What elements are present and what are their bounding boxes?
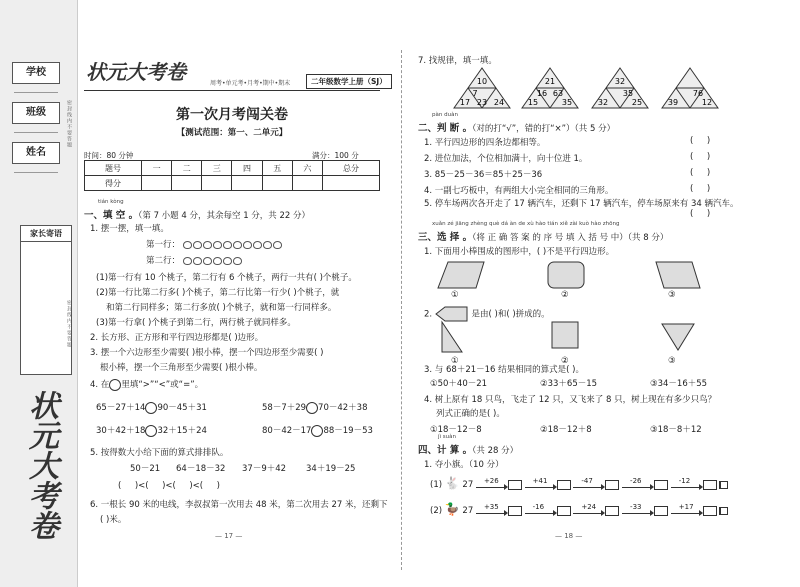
compare-circle[interactable] — [145, 402, 157, 414]
order-item: 64－18－32 — [176, 464, 226, 474]
chain-label: (1) — [430, 480, 443, 490]
arrow-icon — [573, 502, 605, 516]
rounded-rectangle-icon — [548, 262, 584, 288]
q3a-text: 3. 摆一个六边形至少需要( )根小棒，摆一个四边形至少需要( ) — [90, 348, 324, 358]
compare-row-3 — [96, 424, 207, 437]
header-series: 周考•单元考•月考•期中•期末 — [210, 80, 291, 87]
section2-pinyin: pàn duàn — [432, 112, 458, 118]
chain-op: +24 — [581, 502, 597, 511]
tri2-bottom: 15 — [527, 98, 539, 107]
section1-pinyin: tián kòng — [98, 199, 124, 205]
judge-answer[interactable]: ( ) — [690, 168, 711, 178]
choice-1: 1. 下面用小棒围成的图形中，( )不是平行四边形。 — [424, 247, 615, 257]
judge-3: 3. 85－25－36＝85＋25－36 — [424, 170, 543, 180]
order-item: 50－21 — [130, 464, 161, 474]
tri4-bottom: 12 — [701, 98, 713, 107]
tri2-mid: 63 — [552, 89, 564, 98]
section4-pinyin: jì suàn — [438, 434, 457, 440]
class-line — [14, 132, 58, 133]
peach-icon — [193, 241, 202, 249]
compare-row-1 — [96, 401, 207, 414]
row2-label: 第二行： — [146, 256, 181, 266]
peach-icon — [183, 241, 192, 249]
calc-chain-1 — [430, 476, 728, 490]
score-header: 总分 — [322, 161, 379, 176]
chain-start: 27 — [462, 480, 474, 490]
score-row — [85, 176, 380, 191]
tri3-mid: 35 — [622, 89, 634, 98]
q2-text: 2. 长方形、正方形和平行四边形都是( )边形。 — [90, 333, 264, 343]
answer-box[interactable] — [508, 506, 522, 516]
number-triangle-2 — [520, 66, 580, 110]
q4-prefix: 4. 在 — [90, 380, 110, 390]
tri3-bottom: 25 — [631, 98, 643, 107]
peach-icon — [203, 257, 212, 265]
number-triangle-3 — [590, 66, 650, 110]
peach-icon — [203, 241, 212, 249]
tri1-mid: 7 — [472, 89, 478, 98]
class-label: 班级 — [12, 102, 60, 124]
rabbit-icon: 🐇 — [444, 476, 460, 490]
tri3-top: 32 — [614, 77, 626, 86]
choice-4a: 4. 树上原有 18 只鸟，飞走了 12 只，又飞来了 8 只，树上现在有多少只鸟？ — [424, 395, 717, 405]
order-item: 34＋19－25 — [306, 464, 356, 474]
compare-right: 70－42＋38 — [318, 403, 368, 413]
q1-1: (1)第一行有 10 个桃子，第二行有 6 个桃子，两行一共有( )个桃子。 — [96, 273, 357, 283]
judge-answer[interactable]: ( ) — [690, 136, 711, 146]
score-cell[interactable] — [232, 176, 262, 191]
choice-4b: 列式正确的是( )。 — [436, 409, 505, 419]
peach-icon — [273, 241, 282, 249]
time-limit: 时间：80 分钟 — [84, 151, 134, 160]
tri3-bottom: 32 — [597, 98, 609, 107]
score-row-label: 得分 — [85, 176, 142, 191]
section3-pinyin: xuǎn zé jiāng zhèng què dá àn de xù hào tián xiě zài kuò hào zhōng — [432, 221, 620, 227]
compare-circle[interactable] — [311, 425, 323, 437]
chain-op: +26 — [483, 476, 499, 485]
score-cell[interactable] — [262, 176, 292, 191]
peach-icon — [243, 241, 252, 249]
score-cell[interactable] — [172, 176, 202, 191]
choice2-mid: 是由( )和( )拼成的。 — [471, 309, 550, 320]
chain-op: -26 — [630, 476, 642, 485]
tri4-bottom: 39 — [667, 98, 679, 107]
answer-box[interactable] — [605, 506, 619, 516]
section4-title: 四、计 算 。 — [418, 445, 473, 456]
peach-row-2 — [146, 254, 243, 266]
option-label[interactable]: ①50＋40－21 — [430, 379, 488, 389]
chain-op: +35 — [483, 502, 499, 511]
score-table — [84, 160, 380, 191]
compare-right: 90－45＋31 — [157, 403, 207, 413]
tri2-bottom: 35 — [561, 98, 573, 107]
name-line — [14, 172, 58, 173]
compare-row-4 — [262, 424, 373, 437]
chain-label: (2) — [430, 506, 443, 516]
page-number-right: — 18 — — [555, 532, 583, 540]
compare-left: 80－42－17 — [262, 426, 312, 436]
judge-2: 2. 进位加法，个位相加满十，向十位进 1。 — [424, 154, 588, 164]
answer-box[interactable] — [557, 480, 571, 490]
section2-title: 二、判 断 。 — [418, 123, 473, 134]
row1-label: 第一行： — [146, 240, 181, 250]
compare-right: 32＋15＋24 — [157, 426, 207, 436]
score-header: 四 — [232, 161, 262, 176]
square-icon — [552, 322, 578, 348]
parent-message-box[interactable] — [20, 225, 72, 375]
answer-box[interactable] — [557, 506, 571, 516]
peach-icon — [193, 257, 202, 265]
compare-circle[interactable] — [306, 402, 318, 414]
arrow-icon — [476, 502, 508, 516]
section4-note: （共 28 分） — [472, 446, 519, 456]
peach-icon — [183, 257, 192, 265]
option-label[interactable]: ② — [561, 290, 569, 300]
header-logo: 状元大考卷 — [86, 60, 186, 84]
school-label: 学校 — [12, 62, 60, 84]
seal-line-text-1: 密封线内不要答题 — [66, 100, 72, 148]
judge-answer[interactable]: ( ) — [690, 184, 711, 194]
parent-message-label: 家长寄语 — [21, 226, 71, 242]
score-header-row — [85, 161, 380, 176]
q5-text: 5. 按得数大小给下面的算式排排队。 — [90, 448, 229, 458]
q1-3: (3)第一行拿( )个桃子到第二行，两行桃子就同样多。 — [96, 318, 296, 328]
section2-note: （对的打“√”，错的打“×”）（共 5 分） — [472, 124, 616, 134]
full-score: 满分：100 分 — [312, 151, 359, 160]
section1-note: （第 7 小题 4 分，其余每空 1 分，共 22 分） — [138, 211, 311, 221]
chain-op: -33 — [630, 502, 642, 511]
test-scope: 【测试范围：第一、二单元】 — [176, 128, 288, 138]
tri1-bottom: 23 — [476, 98, 488, 107]
right-triangle-icon — [442, 322, 462, 352]
peach-icon — [233, 257, 242, 265]
option-label[interactable]: ①18－12－8 — [430, 425, 482, 435]
flag-icon — [719, 507, 728, 515]
order-item: 37－9＋42 — [242, 464, 287, 474]
tri1-bottom: 24 — [493, 98, 505, 107]
answer-box[interactable] — [605, 480, 619, 490]
answer-box[interactable] — [703, 480, 717, 490]
choice-3: 3. 与 68＋21－16 结果相同的算式是( )。 — [424, 365, 584, 375]
peach-icon — [233, 241, 242, 249]
arrow-icon — [573, 476, 605, 490]
number-triangle-4 — [660, 66, 720, 110]
answer-box[interactable] — [654, 506, 668, 516]
tri2-top: 21 — [544, 77, 556, 86]
judge-4: 4. 一副七巧板中，有两组大小完全相同的三角形。 — [424, 186, 614, 196]
binding-sidebar — [0, 0, 78, 587]
arrow-icon — [671, 476, 703, 490]
choice2-shapes — [440, 320, 720, 360]
peach-icon — [253, 241, 262, 249]
score-cell[interactable] — [322, 176, 379, 191]
option-label[interactable]: ③18－8＋12 — [650, 425, 702, 435]
peach-icon — [223, 241, 232, 249]
score-header: 六 — [292, 161, 322, 176]
circle-icon — [109, 379, 121, 391]
tri4-mid: 76 — [692, 89, 704, 98]
chain-op: -47 — [581, 476, 593, 485]
compare-left: 58－7＋29 — [262, 403, 307, 413]
chain-op: +41 — [532, 476, 548, 485]
judge-answer[interactable]: ( ) — [690, 152, 711, 162]
score-cell[interactable] — [202, 176, 232, 191]
judge-1: 1. 平行四边形的四条边都相等。 — [424, 138, 546, 148]
option-label[interactable]: ① — [451, 290, 459, 300]
header-rule — [84, 90, 380, 91]
peach-icon — [263, 241, 272, 249]
score-cell[interactable] — [292, 176, 322, 191]
answer-box[interactable] — [508, 480, 522, 490]
section1-title: 一、填 空 。 — [84, 210, 139, 221]
compare-right: 88－19－53 — [323, 426, 373, 436]
score-header: 五 — [262, 161, 292, 176]
option-label[interactable]: ① — [451, 356, 459, 366]
q7-text: 7. 找规律，填一填。 — [418, 56, 497, 66]
arrow-icon — [622, 502, 654, 516]
score-header: 题号 — [85, 161, 142, 176]
calc-chain-2 — [430, 502, 728, 516]
chain-op: +17 — [678, 502, 694, 511]
tri2-mid: 16 — [536, 89, 548, 98]
q1-text: 1. 摆一摆，填一填。 — [90, 224, 169, 234]
tri1-top: 10 — [476, 77, 488, 86]
triangle-icon — [662, 324, 694, 350]
page-title: 第一次月考闯关卷 — [176, 107, 288, 123]
score-cell[interactable] — [141, 176, 171, 191]
parallelogram-icon — [438, 262, 484, 288]
school-line — [14, 92, 58, 93]
score-header: 二 — [172, 161, 202, 176]
compare-circle[interactable] — [145, 425, 157, 437]
q4-suffix: 里填“>”“<”或“=”。 — [121, 380, 204, 390]
section3-title: 三、选 择 。 — [418, 232, 473, 243]
option-label[interactable]: ②33＋65－15 — [540, 379, 598, 389]
chain-op: -12 — [678, 476, 691, 485]
peach-icon — [213, 257, 222, 265]
q1-2b: 和第二行同样多；第二行多放( )个桃子，就和第一行同样多。 — [106, 303, 337, 313]
order-answer[interactable]: ( )<( )<( )<( ) — [118, 481, 220, 491]
option-label[interactable]: ② — [561, 356, 569, 366]
compare-row-2 — [262, 401, 368, 414]
score-header: 三 — [202, 161, 232, 176]
option-label[interactable]: ③34－16＋55 — [650, 379, 708, 389]
option-label[interactable]: ③ — [668, 356, 676, 366]
header-grade: 二年级数学上册（SJ） — [306, 74, 392, 89]
q4-text — [90, 378, 203, 391]
answer-box[interactable] — [654, 480, 668, 490]
peach-icon — [213, 241, 222, 249]
section3-note: （将 正 确 答 案 的 序 号 填 入 括 号 中）（共 8 分） — [472, 233, 669, 243]
parallelogram-icon — [656, 262, 700, 288]
arrow-icon — [622, 476, 654, 490]
duck-icon: 🦆 — [444, 502, 460, 516]
arrow-icon — [476, 476, 508, 490]
sidebar-logo: 状元大考卷 — [23, 390, 58, 540]
peach-icon — [223, 257, 232, 265]
q6a-text: 6. 一根长 90 米的电线，李叔叔第一次用去 48 米，第二次用去 27 米，还剩下 — [90, 500, 388, 510]
number-triangle-1 — [452, 66, 512, 110]
chain-op: -16 — [532, 502, 545, 511]
judge-answer[interactable]: ( ) — [690, 209, 711, 219]
choice1-shapes — [436, 258, 736, 298]
compare-left: 30＋42＋18 — [96, 426, 146, 436]
arrow-icon — [525, 476, 557, 490]
peach-row-1 — [146, 238, 283, 250]
name-label: 姓名 — [12, 142, 60, 164]
page-divider — [401, 50, 402, 570]
compare-left: 65－27＋14 — [96, 403, 146, 413]
q1-2a: (2)第一行比第二行多( )个桃子，第二行比第一行少( )个桃子，就 — [96, 288, 340, 298]
q3b-text: 根小棒，摆一个三角形至少需要( )根小棒。 — [100, 363, 263, 373]
option-label[interactable]: ③ — [668, 290, 676, 300]
calc-1: 1. 夺小旗。（10 分） — [424, 460, 504, 470]
score-header: 一 — [141, 161, 171, 176]
arrow-icon — [671, 502, 703, 516]
chain-start: 27 — [462, 506, 474, 516]
answer-box[interactable] — [703, 506, 717, 516]
option-label[interactable]: ②18－12＋8 — [540, 425, 592, 435]
choice2-prefix: 2. — [424, 309, 435, 320]
q6b-text: ( )米。 — [100, 515, 127, 525]
tri1-bottom: 17 — [459, 98, 471, 107]
page-number-left: — 17 — — [215, 532, 243, 540]
judge-5: 5. 停车场两次各开走了 17 辆汽车，还剩下 17 辆汽车，停车场原来有 34 辆汽车。 — [424, 199, 739, 209]
flag-icon — [719, 481, 728, 489]
arrow-icon — [525, 502, 557, 516]
seal-line-text-2: 密封线内不要答题 — [66, 300, 72, 348]
